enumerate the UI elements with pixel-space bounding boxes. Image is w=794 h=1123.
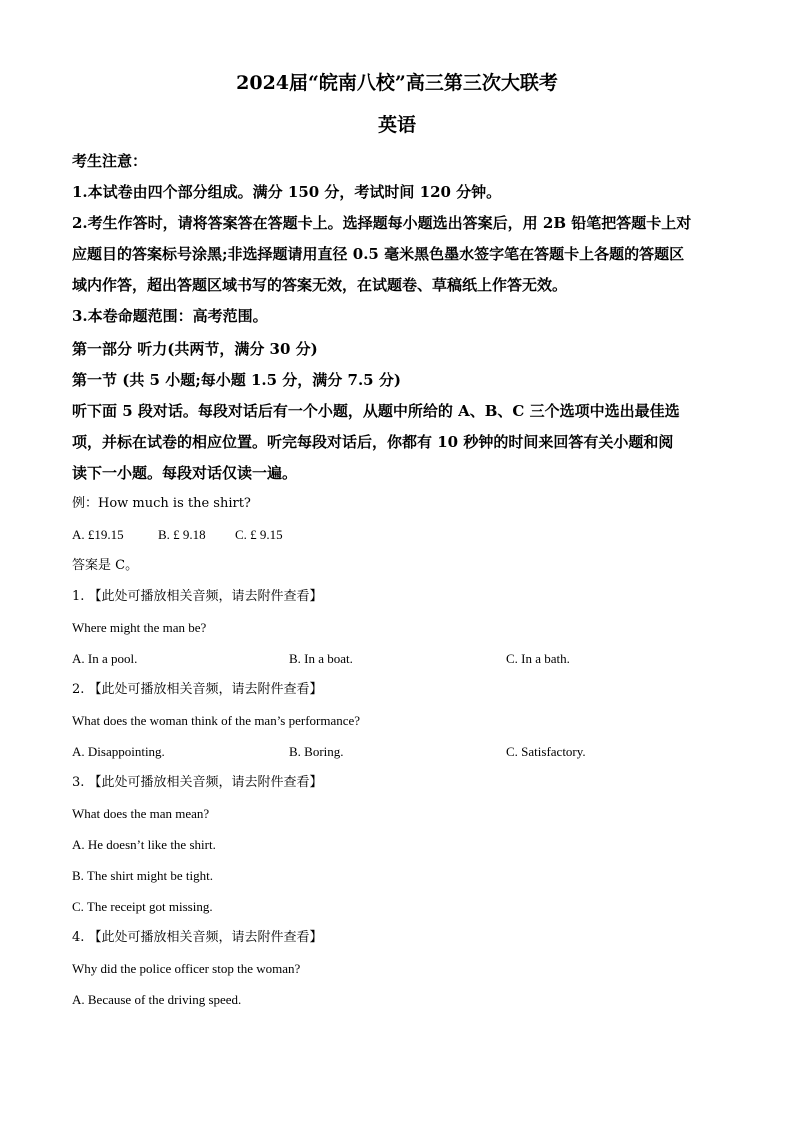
question-2-text: What does the woman think of the man’s performance? (72, 713, 361, 728)
question-4-text: Why did the police officer stop the woman? (72, 961, 301, 976)
question-1-option-a: A. In a pool. (72, 651, 138, 666)
question-3-audio-label[interactable]: 3. 【此处可播放相关音频，请去附件查看】 (72, 775, 323, 790)
notice-item-1: 1.本试卷由四个部分组成。满分 150 分，考试时间 120 分钟。 (72, 183, 502, 201)
subject-title: 英语 (377, 114, 416, 136)
question-2-option-a: A. Disappointing. (72, 744, 165, 759)
question-4-option-a: A. Because of the driving speed. (72, 992, 242, 1007)
question-3-option-b: B. The shirt might be tight. (72, 868, 213, 883)
question-2-audio-label[interactable]: 2. 【此处可播放相关音频，请去附件查看】 (72, 682, 323, 697)
notice-item-2-line-2: 应题目的答案标号涂黑;非选择题请用直径 0.5 毫米黑色墨水签字笔在答题卡上各题的答题区 (72, 245, 685, 263)
question-4-audio-label[interactable]: 4. 【此处可播放相关音频，请去附件查看】 (72, 930, 323, 945)
question-3-text: What does the man mean? (72, 806, 210, 821)
question-list (72, 488, 732, 1015)
example-question: 例：How much is the shirt? (72, 496, 251, 511)
example-options (72, 519, 732, 550)
question-2-option-b: B. Boring. (289, 744, 344, 759)
exam-title: 2024届“皖南八校”高三第三次大联考 (236, 72, 558, 94)
question-3-option-a: A. He doesn’t like the shirt. (72, 837, 216, 852)
instruction-line-2: 项，并标在试卷的相应位置。听完每段对话后，你都有 10 秒钟的时间来回答有关小题和阅 (72, 433, 674, 451)
example-option-a: A. £19.15 (72, 527, 124, 542)
part-heading: 第一部分 听力(共两节，满分 30 分) (72, 340, 318, 358)
notice-item-2-line-3: 域内作答，超出答题区域书写的答案无效，在试题卷、草稿纸上作答无效。 (72, 276, 568, 294)
instruction-line-1: 听下面 5 段对话。每段对话后有一个小题，从题中所给的 A、B、C 三个选项中选出最佳选 (72, 402, 680, 420)
notice-block (72, 146, 722, 332)
subsection-heading: 第一节 (共 5 小题;每小题 1.5 分，满分 7.5 分) (72, 371, 401, 389)
section-block (72, 334, 722, 489)
question-2-option-c: C. Satisfactory. (506, 744, 586, 759)
question-1-text: Where might the man be? (72, 620, 207, 635)
question-1-option-b: B. In a boat. (289, 651, 353, 666)
question-1-option-c: C. In a bath. (506, 651, 570, 666)
notice-item-2-line-1: 2.考生作答时，请将答案答在答题卡上。选择题每小题选出答案后，用 2B 铅笔把答题卡上对 (72, 214, 692, 232)
example-option-c: C. £ 9.15 (235, 527, 283, 542)
question-1-audio-label[interactable]: 1. 【此处可播放相关音频，请去附件查看】 (72, 589, 323, 604)
notice-label: 考生注意： (72, 152, 148, 170)
example-answer: 答案是 C。 (72, 558, 139, 573)
question-3-option-c: C. The receipt got missing. (72, 899, 213, 914)
notice-item-3: 3.本卷命题范围：高考范围。 (72, 307, 268, 325)
question-2-options (72, 736, 732, 767)
instruction-line-3: 读下一小题。每段对话仅读一遍。 (72, 464, 298, 482)
example-option-b: B. £ 9.18 (158, 527, 206, 542)
question-1-options (72, 643, 732, 674)
